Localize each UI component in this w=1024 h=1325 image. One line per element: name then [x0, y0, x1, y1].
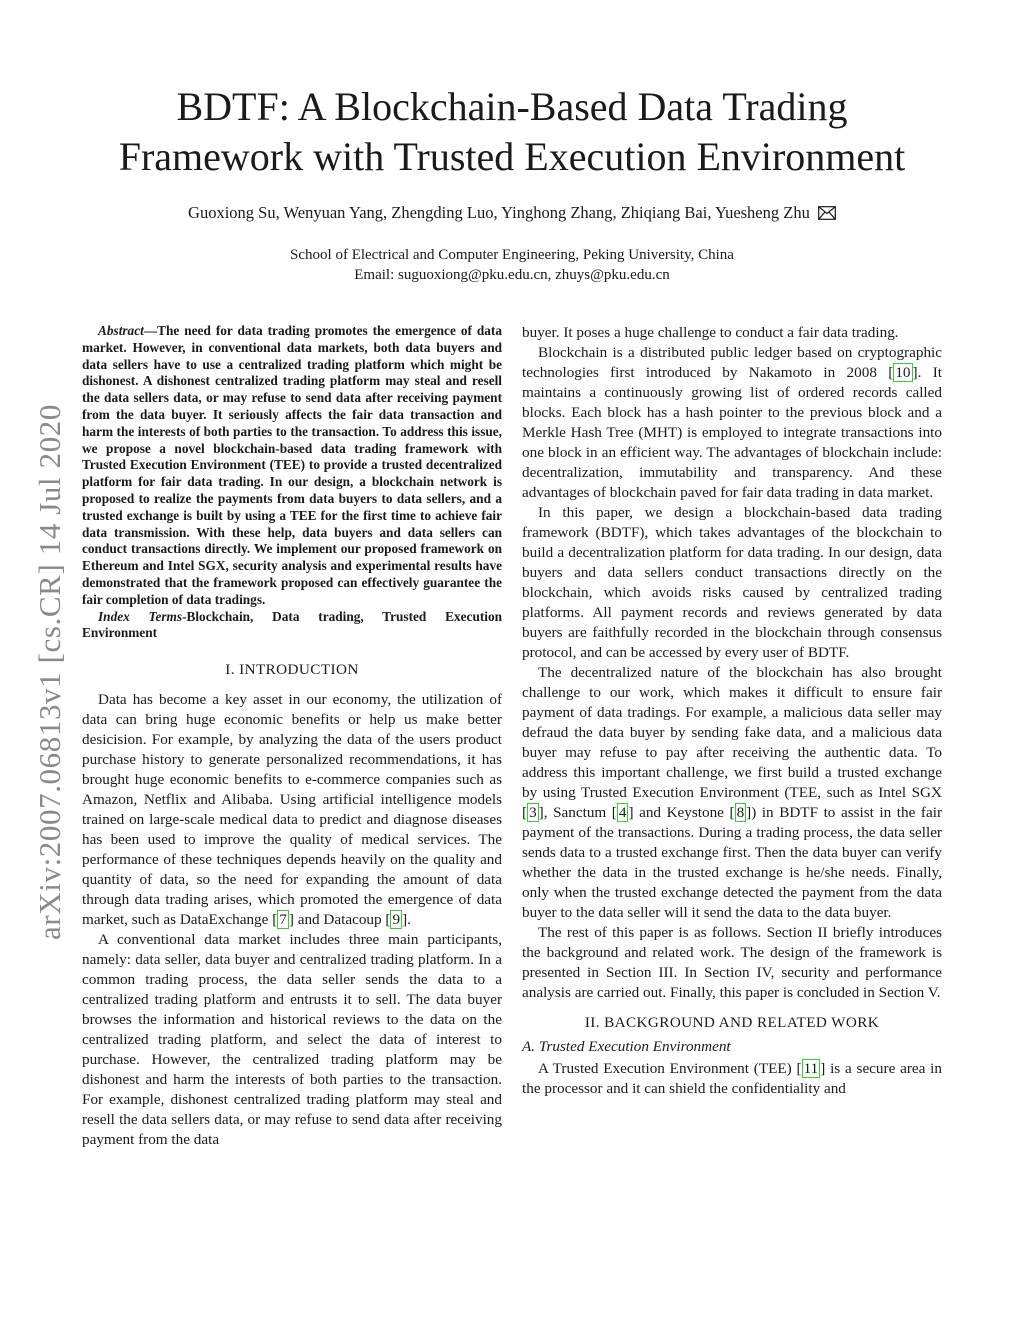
abstract [82, 323, 502, 609]
intro-paragraph-3: Blockchain is a distributed public ledger based on cryptographic technologies first introduced by Nakamoto in 2008 [ 10 ]. It maintains a continuously growing list of ordered records called blocks. Each block has a hash pointer to the previous block and a Merkle Hash Tree (MHT) is employed to integrate transactions into one block in an efficient way. The advantages of blockchain include: decentralization, immutability and transparency. And these advantages of blockchain paved for fair data trading in data market. [522, 344, 943, 501]
right-column [522, 323, 942, 1099]
subsection-heading-tee: A. Trusted Execution Environment [522, 1038, 731, 1055]
index-terms-text: -Blockchain, Data trading, Trusted Execution Environment [82, 608, 502, 641]
citation-link[interactable]: 8 [736, 804, 745, 821]
title-line-2: Framework with Trusted Execution Environment [118, 134, 906, 179]
intro-paragraph-2-continued: buyer. It poses a huge challenge to conduct a fair data trading. [522, 324, 899, 341]
background-paragraph-1: A Trusted Execution Environment (TEE) [ 11 ] is a secure area in the processor and it can shield the confidentiality and [522, 1060, 942, 1097]
intro-paragraph-1: Data has become a key asset in our economy, the utilization of data can bring huge economic benefits or help us make better desicision. For example, by analyzing the data of the users product purchase history to generate personalized recommendations, it has brought huge economic benefits to e-commerce companies such as Amazon, Netflix and Alibaba. Using artificial intelligence models trained on large-scale medical data to predict and diagnose diseases has been used to improve the quality of medical services. The performance of these techniques depends heavily on the quality and quantity of data, so the need for expanding the amount of data through data trading arises, which promoted the emergence of data market, such as DataExchange [ 7 ] and Datacoup [ 9 ]. [82, 691, 502, 929]
index-terms [82, 609, 502, 643]
section-heading-background: II. BACKGROUND AND RELATED WORK [584, 1014, 880, 1031]
affiliation-block [60, 245, 964, 285]
citation-link[interactable]: 7 [279, 911, 287, 929]
abstract-label: Abstract [98, 323, 144, 338]
citation-link[interactable]: 10 [895, 364, 911, 381]
title-line-1: BDTF: A Blockchain-Based Data Trading [176, 84, 848, 129]
affiliation: School of Electrical and Computer Engineering, Peking University, China [290, 247, 734, 263]
citation-link[interactable]: 11 [803, 1060, 819, 1077]
author-names: Guoxiong Su, Wenyuan Yang, Zhengding Luo, Yinghong Zhang, Zhiqiang Bai, Yuesheng Zhu [188, 203, 810, 222]
intro-paragraph-5: The decentralized nature of the blockchain has also brought challenge to our work, which makes it difficult to ensure fair payment of data tradings. For example, a malicious data seller may defraud the data buyer by sending fake data, and a malicious data buyer may refuse to pay after receiving the authentic data. To address this important challenge, we first build a trusted exchange by using Trusted Execution Environment (TEE, such as Intel SGX [ 3 ], Sanctum [ 4 ] and Keystone [ 8 ]) in BDTF to assist in the fair payment of the transactions. During a trading process, the data seller sends data to a trusted exchange first. Then the data buyer can verify whether the data in the trusted exchange is he/she needs. Finally, only when the trusted exchange detected the payment from the data buyer to the data seller will it send the data to the data buyer. [522, 664, 942, 921]
intro-paragraph-2: A conventional data market includes three main participants, namely: data seller, data buyer and centralized trading platform. In a common trading process, the data seller sends the data to a centralized trading platform and entrusts it to sell. The data buyer browses the information and historical reviews to the data on the centralized trading platform, and select the data of interest to purchase. However, the centralized trading platform may be dishonest and harm the interests of both parties to the transaction. For example, dishonest centralized trading platform may steal and resell the data sellers data, or may refuse to send data after receiving payment from the data [82, 931, 502, 1149]
intro-paragraph-6: The rest of this paper is as follows. Section II briefly introduces the background and related work. The design of the framework is presented in Section III. In Section IV, security and performance analysis are carried out. Finally, this paper is concluded in Section V. [522, 924, 942, 1001]
section-heading-introduction: I. INTRODUCTION [225, 661, 359, 679]
author-list [60, 202, 964, 224]
citation-link[interactable]: 4 [618, 804, 627, 821]
index-terms-label: Index Terms [98, 608, 183, 624]
citation-link[interactable]: 3 [529, 804, 537, 821]
left-column [82, 323, 502, 1150]
arxiv-stamp: arXiv:2007.06813v1 [cs.CR] 14 Jul 2020 [32, 404, 67, 940]
abstract-text: —The need for data trading promotes the emergence of data market. However, in conventional data markets, both data buyers and data sellers have to use a centralized trading platform which might be dishonest. A dishonest centralized trading platform may steal and resell the data sellers data, or may refuse to send data after receiving payment from the data buyer. It seriously affects the fair data transaction and harm the interests of both parties to the transaction. To address this issue, we propose a novel blockchain-based data trading framework with Trusted Execution Environment (TEE) to provide a trusted decentralized platform for fair data trading. In our design, a blockchain network is proposed to realize the payments from data buyers to data sellers, and a trusted exchange is built by using a TEE for the first time to achieve fair data transmission. With these help, data buyers and data sellers can conduct transactions directly. We implement our proposed framework on Ethereum and Intel SGX, security analysis and experimental results have demonstrated that the framework proposed can effectively guarantee the fair completion of data tradings. [82, 323, 502, 607]
intro-paragraph-4: In this paper, we design a blockchain-based data trading framework (BDTF), which takes advantages of the blockchain to build a decentralization platform for data trading. In our design, data buyers and data sellers conduct transactions directly on the blockchain, which avoids risks caused by centralized trading platforms. All payment records and reviews generated by data buyers are faithfully recorded in the blockchain through consensus protocol, and can be accessed by every user of BDTF. [522, 504, 942, 661]
paper-title [60, 82, 964, 182]
envelope-icon [818, 206, 836, 220]
citation-link[interactable]: 9 [392, 911, 401, 929]
email: Email: suguoxiong@pku.edu.cn, zhuys@pku.edu.cn [354, 267, 670, 283]
